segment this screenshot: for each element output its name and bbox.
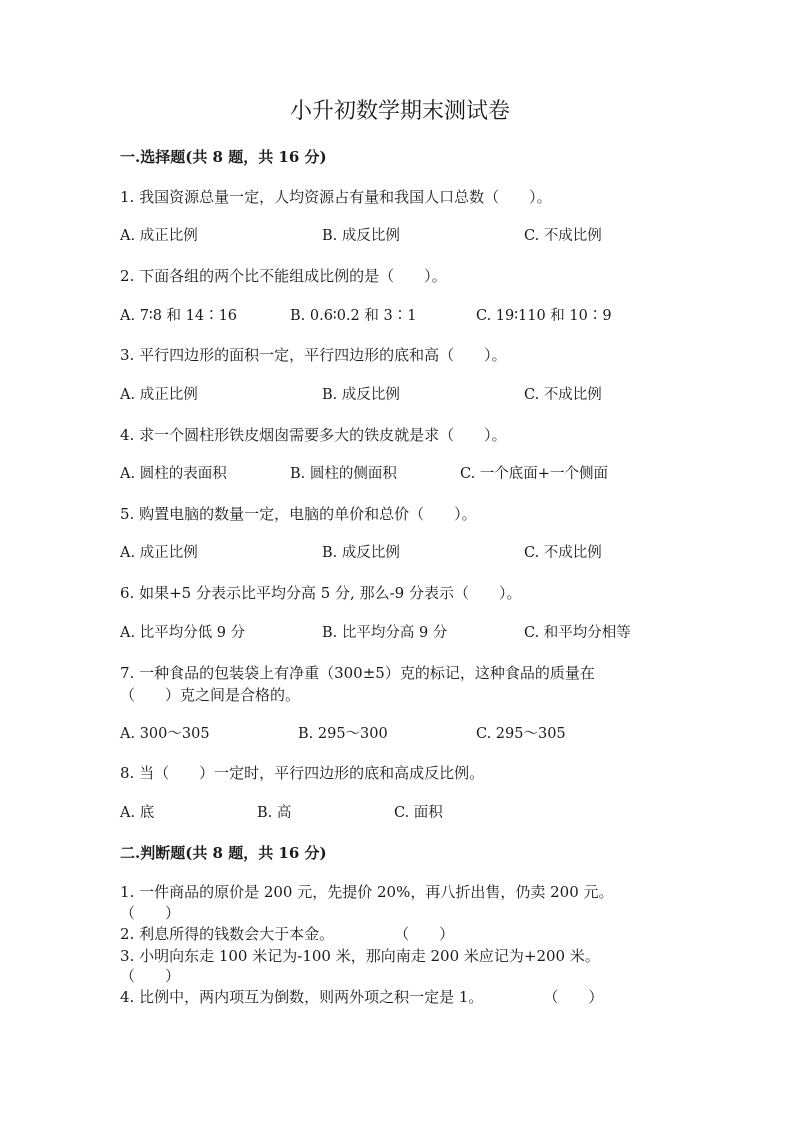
judge-item-1-answer[interactable]: （ ） <box>120 904 181 922</box>
section-heading-choice: 一.选择题(共 8 题，共 16 分) <box>120 148 327 166</box>
judge-item-3-line1: 3. 小明向东走 100 米记为-100 米，那向南走 200 米应记为+200 米。 <box>120 947 600 965</box>
option-8c[interactable]: C. 面积 <box>394 805 443 821</box>
question-8: 8. 当（ ）一定时，平行四边形的底和高成反比例。 <box>120 764 485 782</box>
judge-item-3-answer[interactable]: （ ） <box>120 967 181 985</box>
option-8a[interactable]: A. 底 <box>120 805 155 821</box>
option-1a[interactable]: A. 成正比例 <box>120 228 198 244</box>
option-7a[interactable]: A. 300～305 <box>120 726 210 742</box>
option-3b[interactable]: B. 成反比例 <box>322 387 400 403</box>
section-heading-judge: 二.判断题(共 8 题，共 16 分) <box>120 844 327 862</box>
option-7b[interactable]: B. 295～300 <box>298 726 388 742</box>
question-7-line2: （ ）克之间是合格的。 <box>120 686 301 704</box>
judge-item-4: 4. 比例中，两内项互为倒数，则两外项之积一定是 1。 （ ） <box>120 988 604 1006</box>
option-7c[interactable]: C. 295～305 <box>476 726 566 742</box>
option-2c[interactable]: C. 19∶110 和 10∶9 <box>476 308 612 324</box>
option-8b[interactable]: B. 高 <box>257 805 292 821</box>
option-3a[interactable]: A. 成正比例 <box>120 387 198 403</box>
option-5a[interactable]: A. 成正比例 <box>120 545 198 561</box>
question-2: 2. 下面各组的两个比不能组成比例的是（ ）。 <box>120 267 447 285</box>
option-1c[interactable]: C. 不成比例 <box>524 228 602 244</box>
option-5c[interactable]: C. 不成比例 <box>524 545 602 561</box>
question-1: 1. 我国资源总量一定，人均资源占有量和我国人口总数（ ）。 <box>120 188 552 206</box>
page-title: 小升初数学期末测试卷 <box>289 99 510 124</box>
option-4b[interactable]: B. 圆柱的侧面积 <box>290 466 397 482</box>
option-4c[interactable]: C. 一个底面+一个侧面 <box>460 466 608 482</box>
option-6a[interactable]: A. 比平均分低 9 分 <box>120 625 246 641</box>
option-6c[interactable]: C. 和平均分相等 <box>524 625 631 641</box>
question-6: 6. 如果+5 分表示比平均分高 5 分, 那么-9 分表示（ ）。 <box>120 584 522 602</box>
judge-item-2: 2. 利息所得的钱数会大于本金。 （ ） <box>120 925 455 943</box>
option-5b[interactable]: B. 成反比例 <box>322 545 400 561</box>
option-3c[interactable]: C. 不成比例 <box>524 387 602 403</box>
question-7-line1: 7. 一种食品的包装袋上有净重（300±5）克的标记，这种食品的质量在 <box>120 664 595 682</box>
option-4a[interactable]: A. 圆柱的表面积 <box>120 466 227 482</box>
judge-item-1-line1: 1. 一件商品的原价是 200 元，先提价 20%，再八折出售，仍卖 200 元。 <box>120 883 614 901</box>
option-2b[interactable]: B. 0.6∶0.2 和 3∶1 <box>290 308 417 324</box>
option-1b[interactable]: B. 成反比例 <box>322 228 400 244</box>
question-4: 4. 求一个圆柱形铁皮烟囱需要多大的铁皮就是求（ ）。 <box>120 426 507 444</box>
option-6b[interactable]: B. 比平均分高 9 分 <box>322 625 448 641</box>
question-3: 3. 平行四边形的面积一定，平行四边形的底和高（ ）。 <box>120 346 507 364</box>
question-5: 5. 购置电脑的数量一定，电脑的单价和总价（ ）。 <box>120 505 477 523</box>
option-2a[interactable]: A. 7∶8 和 14∶16 <box>120 308 238 324</box>
